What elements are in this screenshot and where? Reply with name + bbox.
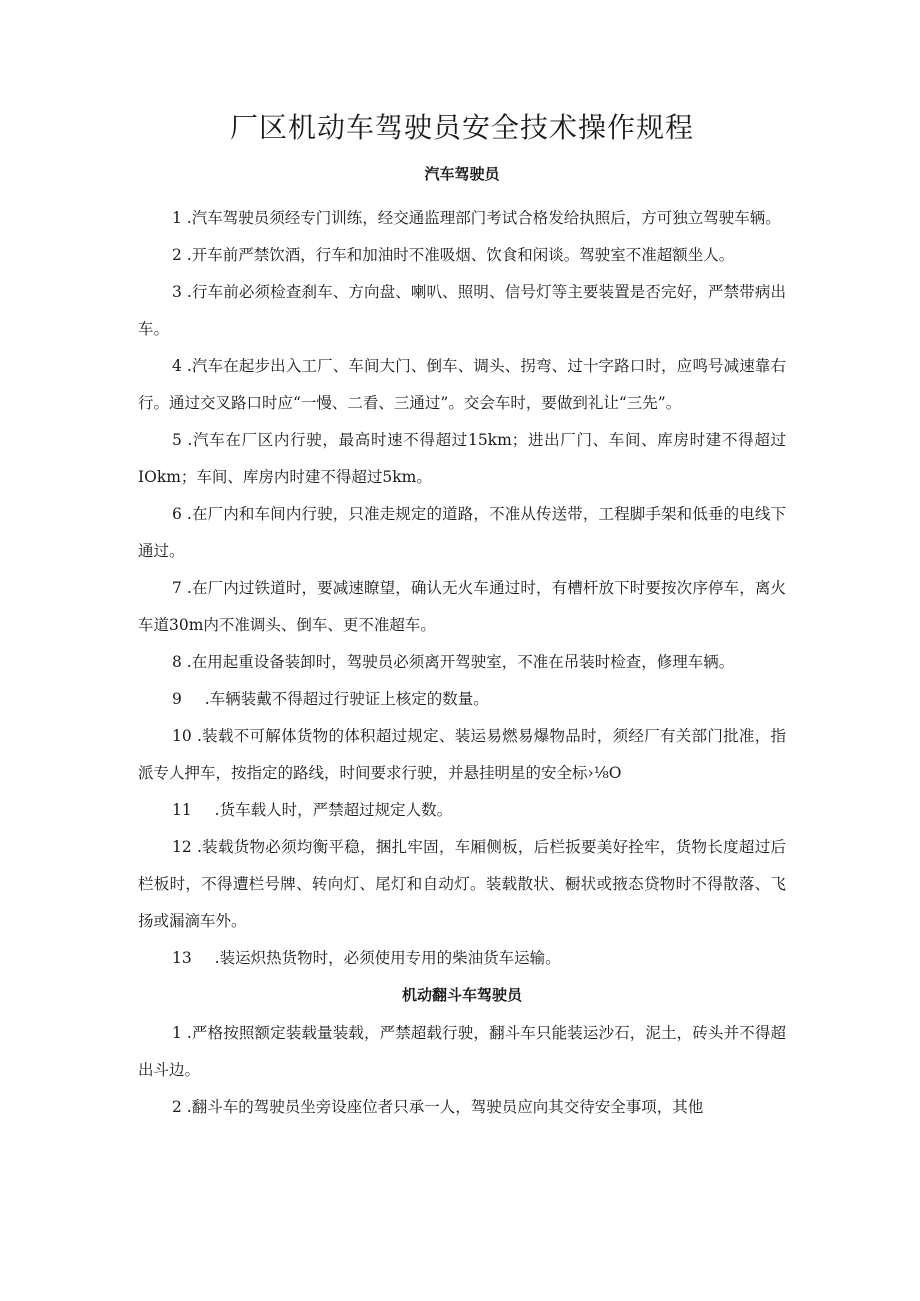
rule-item: 2 .翻斗车的驾驶员坐旁设座位者只承一人，驾驶员应向其交待安全事项，其他 [172, 1098, 704, 1116]
rule-text: 装载不可解体货物的体积超过规定、装运易燃易爆物品时，须经厂有关部门批准，指派专人押车，按指定的路线，时间要求行驶，并悬挂明星的安全标›⅛O [138, 727, 786, 782]
section-heading-dump-truck-driver: 机动翻斗车驾驶员 [401, 986, 522, 1004]
rule-number: 1 [172, 209, 182, 227]
document-page [138, 108, 786, 1126]
rule-item: 4 .汽车在起步出入工厂、车间大门、倒车、调头、拐弯、过十字路口时，应鸣号减速靠右行。通过交叉路口时应“一慢、二看、三通过”。交会车时，要做到礼让“三先”。 [138, 357, 786, 412]
rule-item: 9 .车辆装戴不得超过行驶证上核定的数量。 [172, 690, 489, 708]
rule-item: 2 .开车前严禁饮酒，行车和加油时不准吸烟、饮食和闲谈。驾驶室不准超额坐人。 [172, 246, 735, 264]
section-dump-truck-driver [138, 1015, 786, 1126]
rule-item: 3 .行车前必须检查刹车、方向盘、喇叭、照明、信号灯等主要装置是否完好，严禁带病出车。 [138, 283, 786, 338]
rule-number: 9 [172, 690, 182, 708]
rule-text: 翻斗车的驾驶员坐旁设座位者只承一人，驾驶员应向其交待安全事项，其他 [191, 1098, 704, 1116]
rule-text: 货车载人时，严禁超过规定人数。 [219, 801, 453, 819]
rule-text: 在用起重设备装卸时，驾驶员必须离开驾驶室，不准在吊装时检查，修理车辆。 [191, 653, 735, 671]
rule-number: 7 [172, 579, 182, 597]
rule-item: 8 .在用起重设备装卸时，驾驶员必须离开驾驶室，不准在吊装时检查，修理车辆。 [172, 653, 735, 671]
rule-item: 10 .装载不可解体货物的体积超过规定、装运易燃易爆物品时，须经厂有关部门批准，指派专人押车，按指定的路线，时间要求行驶，并悬挂明星的安全标›⅛O [138, 727, 786, 782]
rule-number: 2 [172, 246, 182, 264]
rule-number: 8 [172, 653, 182, 671]
rule-number: 5 [172, 431, 182, 449]
rule-number: 12 [172, 838, 192, 856]
rule-text: 行车前必须检查刹车、方向盘、喇叭、照明、信号灯等主要装置是否完好，严禁带病出车。 [138, 283, 786, 338]
rule-text: 车辆装戴不得超过行驶证上核定的数量。 [209, 690, 489, 708]
rule-text: 汽车在起步出入工厂、车间大门、倒车、调头、拐弯、过十字路口时，应鸣号减速靠右行。通过交叉路口时应“一慢、二看、三通过”。交会车时，要做到礼让“三先”。 [138, 357, 786, 412]
rule-number: 1 [172, 1024, 182, 1042]
rule-number: 11 [172, 801, 192, 819]
document-title: 厂区机动车驾驶员安全技术操作规程 [229, 111, 694, 144]
rule-item: 11 .货车载人时，严禁超过规定人数。 [172, 801, 453, 819]
section-heading-car-driver: 汽车驾驶员 [424, 165, 500, 183]
rule-item: 1 .汽车驾驶员须经专门训练，经交通监理部门考试合格发给执照后，方可独立驾驶车辆。 [172, 209, 781, 227]
rule-number: 13 [172, 949, 192, 967]
rule-number: 3 [172, 283, 182, 301]
rule-number: 2 [172, 1098, 182, 1116]
section-car-driver [138, 200, 786, 977]
rule-text: 装运炽热货物时，必须使用专用的柴油货车运输。 [219, 949, 561, 967]
rule-text: 汽车在厂区内行驶，最高时速不得超过15km；进出厂门、车间、库房时建不得超过IOkm；车间、库房内时建不得超过5km。 [138, 431, 786, 486]
rule-item: 13 .装运炽热货物时，必须使用专用的柴油货车运输。 [172, 949, 561, 967]
rule-number: 4 [172, 357, 182, 375]
rule-item: 12 .装载货物必须均衡平稳，捆扎牢固，车厢侧板，后栏扳要美好拴牢，货物长度超过后栏板时，不得遭栏号牌、转向灯、尾灯和自动灯。装载散状、橱状或掖态贷物时不得散落、飞扬或漏滴车外。 [138, 838, 786, 930]
rule-text: 开车前严禁饮酒，行车和加油时不准吸烟、饮食和闲谈。驾驶室不准超额坐人。 [191, 246, 735, 264]
rule-item: 7 .在厂内过铁道时，要减速瞭望，确认无火车通过时，有槽杆放下时要按次序停车，离火车道30m内不准调头、倒车、更不准超车。 [138, 579, 786, 634]
rule-text: 在厂内过铁道时，要减速瞭望，确认无火车通过时，有槽杆放下时要按次序停车，离火车道30m内不准调头、倒车、更不准超车。 [138, 579, 786, 634]
rule-item: 5 .汽车在厂区内行驶，最高时速不得超过15km；进出厂门、车间、库房时建不得超过IOkm；车间、库房内时建不得超过5km。 [138, 431, 786, 486]
rule-text: 严格按照额定装载量装载，严禁超载行驶，翻斗车只能装运沙石，泥土，砖头并不得超出斗边。 [138, 1024, 786, 1079]
rule-text: 装载货物必须均衡平稳，捆扎牢固，车厢侧板，后栏扳要美好拴牢，货物长度超过后栏板时，不得遭栏号牌、转向灯、尾灯和自动灯。装载散状、橱状或掖态贷物时不得散落、飞扬或漏滴车外。 [138, 838, 786, 930]
rule-number: 6 [172, 505, 182, 523]
rule-text: 在厂内和车间内行驶，只准走规定的道路，不准从传送带，工程脚手架和低垂的电线下通过。 [138, 505, 786, 560]
rule-item: 6 .在厂内和车间内行驶，只准走规定的道路，不准从传送带，工程脚手架和低垂的电线下通过。 [138, 505, 786, 560]
rule-text: 汽车驾驶员须经专门训练，经交通监理部门考试合格发给执照后，方可独立驾驶车辆。 [191, 209, 781, 227]
rule-item: 1 .严格按照额定装载量装载，严禁超载行驶，翻斗车只能装运沙石，泥土，砖头并不得超出斗边。 [138, 1024, 786, 1079]
rule-number: 10 [172, 727, 192, 745]
